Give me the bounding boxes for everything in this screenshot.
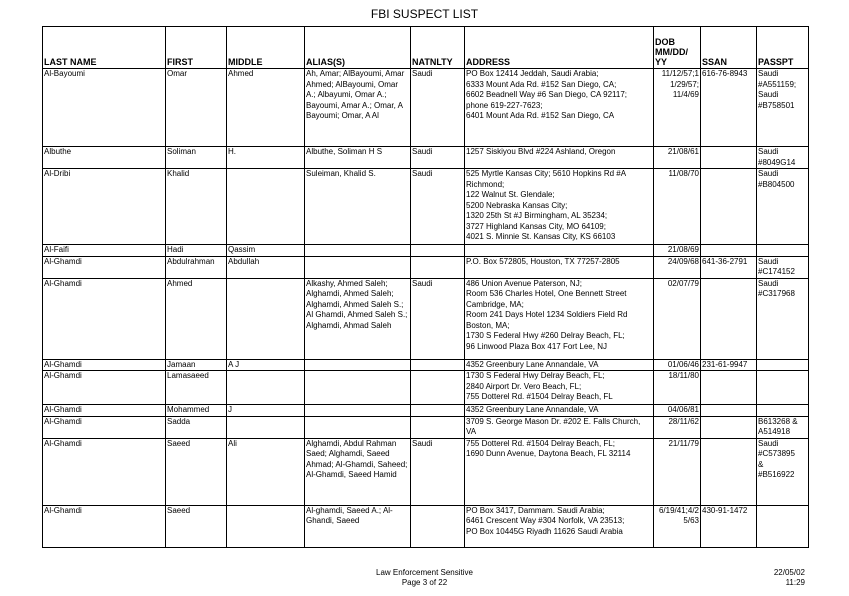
cell-aliases: Albuthe, Soliman H S bbox=[305, 147, 411, 169]
cell-middle-name: Qassim bbox=[227, 245, 305, 257]
header-address: ADDRESS bbox=[465, 27, 654, 69]
cell-address bbox=[465, 245, 654, 257]
header-dob: DOB MM/DD/ YY bbox=[654, 27, 701, 69]
cell-last-name: Al-Ghamdi bbox=[43, 505, 166, 547]
cell-address: 486 Union Avenue Paterson, NJ; Room 536 Charles Hotel, One Bennett Street Cambridge, MA; Room 241 Days Hotel 1234 Soldiers Field Rd Boston, MA; 1730 S Federal Hwy #260 Delray Beach, FL; 96 Linwood Plaza Box 417 Fort Lee, NJ bbox=[465, 278, 654, 359]
cell-dob: 01/06/46 bbox=[654, 359, 701, 371]
cell-last-name: Al-Ghamdi bbox=[43, 256, 166, 278]
cell-nationality bbox=[411, 505, 465, 547]
page-title: FBI SUSPECT LIST bbox=[370, 7, 479, 21]
footer-page-number: Page 3 of 22 bbox=[401, 578, 448, 587]
header-middle: MIDDLE bbox=[227, 27, 305, 69]
cell-dob: 04/06/81 bbox=[654, 405, 701, 417]
cell-first-name: Lamasaeed bbox=[166, 371, 227, 405]
cell-address: 1257 Siskiyou Blvd #224 Ashland, Oregon bbox=[465, 147, 654, 169]
cell-middle-name: Ahmed bbox=[227, 69, 305, 147]
cell-first-name: Mohammed bbox=[166, 405, 227, 417]
cell-ssan: 641-36-2791 bbox=[701, 256, 757, 278]
cell-middle-name bbox=[227, 505, 305, 547]
cell-aliases bbox=[305, 245, 411, 257]
cell-aliases: Al-ghamdi, Saeed A.; Al-Ghandi, Saeed bbox=[305, 505, 411, 547]
cell-nationality bbox=[411, 371, 465, 405]
cell-middle-name bbox=[227, 371, 305, 405]
cell-passport: B613268 & A514918 bbox=[757, 416, 809, 438]
cell-ssan bbox=[701, 416, 757, 438]
cell-middle-name: A J bbox=[227, 359, 305, 371]
header-ssan: SSAN bbox=[701, 27, 757, 69]
cell-aliases: Suleiman, Khalid S. bbox=[305, 169, 411, 245]
cell-ssan bbox=[701, 438, 757, 505]
table-row bbox=[43, 278, 809, 359]
footer-time: 11:29 bbox=[785, 578, 805, 587]
cell-first-name: Ahmed bbox=[166, 278, 227, 359]
footer-center bbox=[0, 568, 849, 588]
cell-nationality: Saudi bbox=[411, 169, 465, 245]
cell-ssan bbox=[701, 278, 757, 359]
cell-aliases bbox=[305, 256, 411, 278]
cell-last-name: Al-Bayoumi bbox=[43, 69, 166, 147]
cell-dob: 02/07/79 bbox=[654, 278, 701, 359]
cell-nationality: Saudi bbox=[411, 147, 465, 169]
table-row bbox=[43, 245, 809, 257]
cell-middle-name: H. bbox=[227, 147, 305, 169]
cell-first-name: Hadi bbox=[166, 245, 227, 257]
cell-ssan bbox=[701, 405, 757, 417]
cell-dob: 11/08/70 bbox=[654, 169, 701, 245]
cell-address: 1730 S Federal Hwy Delray Beach, FL; 2840 Airport Dr. Vero Beach, FL; 755 Dotterel Rd. #1504 Delray Beach, FL bbox=[465, 371, 654, 405]
table-row bbox=[43, 405, 809, 417]
cell-nationality: Saudi bbox=[411, 69, 465, 147]
table-row bbox=[43, 169, 809, 245]
header-natnlty: NATNLTY bbox=[411, 27, 465, 69]
cell-ssan: 231-61-9947 bbox=[701, 359, 757, 371]
cell-passport: Saudi #A551159; Saudi #B758501 bbox=[757, 69, 809, 147]
cell-passport bbox=[757, 359, 809, 371]
header-aliases: ALIAS(S) bbox=[305, 27, 411, 69]
cell-dob: 28/11/62 bbox=[654, 416, 701, 438]
cell-first-name: Saeed bbox=[166, 505, 227, 547]
cell-nationality bbox=[411, 256, 465, 278]
cell-dob: 6/19/41;4/2 5/63 bbox=[654, 505, 701, 547]
cell-passport bbox=[757, 371, 809, 405]
cell-last-name: Al-Ghamdi bbox=[43, 438, 166, 505]
cell-aliases: Alghamdi, Abdul Rahman Saed; Alghamdi, Saeed Ahmad; Al-Ghamdi, Saheed; Al-Ghamdi, Saeed Hamid bbox=[305, 438, 411, 505]
cell-nationality: Saudi bbox=[411, 438, 465, 505]
header-passpt: PASSPT bbox=[757, 27, 809, 69]
table-row bbox=[43, 147, 809, 169]
cell-dob: 21/08/69 bbox=[654, 245, 701, 257]
cell-passport bbox=[757, 245, 809, 257]
cell-passport bbox=[757, 505, 809, 547]
table-row bbox=[43, 416, 809, 438]
cell-ssan bbox=[701, 169, 757, 245]
cell-passport: Saudi #B804500 bbox=[757, 169, 809, 245]
cell-first-name: Saeed bbox=[166, 438, 227, 505]
cell-last-name: Al-Faifi bbox=[43, 245, 166, 257]
cell-middle-name bbox=[227, 416, 305, 438]
cell-passport: Saudi #C573895 & #B516922 bbox=[757, 438, 809, 505]
cell-ssan bbox=[701, 245, 757, 257]
table-row bbox=[43, 359, 809, 371]
cell-aliases: Ah, Amar; AlBayoumi, Amar Ahmed; AlBayoumi, Omar A.; Albayumi, Omar A.; Bayoumi, Amar A.; Omar, A Bayoumi; Omar, A Al bbox=[305, 69, 411, 147]
cell-first-name: Soliman bbox=[166, 147, 227, 169]
cell-first-name: Khalid bbox=[166, 169, 227, 245]
cell-first-name: Abdulrahman bbox=[166, 256, 227, 278]
cell-address: 4352 Greenbury Lane Annandale, VA bbox=[465, 405, 654, 417]
cell-last-name: Al-Ghamdi bbox=[43, 371, 166, 405]
cell-middle-name: J bbox=[227, 405, 305, 417]
cell-ssan bbox=[701, 147, 757, 169]
cell-last-name: Al-Ghamdi bbox=[43, 416, 166, 438]
cell-middle-name: Ali bbox=[227, 438, 305, 505]
header-first: FIRST bbox=[166, 27, 227, 69]
cell-nationality bbox=[411, 245, 465, 257]
cell-last-name: Al-Ghamdi bbox=[43, 405, 166, 417]
cell-first-name: Jamaan bbox=[166, 359, 227, 371]
cell-address: 3709 S. George Mason Dr. #202 E. Falls Church, VA bbox=[465, 416, 654, 438]
cell-nationality bbox=[411, 359, 465, 371]
cell-nationality: Saudi bbox=[411, 278, 465, 359]
cell-first-name: Sadda bbox=[166, 416, 227, 438]
cell-dob: 21/11/79 bbox=[654, 438, 701, 505]
cell-aliases bbox=[305, 405, 411, 417]
cell-address: 755 Dotterel Rd. #1504 Delray Beach, FL; 1690 Dunn Avenue, Daytona Beach, FL 32114 bbox=[465, 438, 654, 505]
cell-ssan: 430-91-1472 bbox=[701, 505, 757, 547]
cell-address: 525 Myrtle Kansas City; 5610 Hopkins Rd #A Richmond; 122 Walnut St. Glendale; 5200 Nebraska Kansas City; 1320 25th St #J Birmingham, AL 35234; 3727 Highland Kansas City, MO 64109; 4021 S. Minnie St. Kansas City, KS 66103 bbox=[465, 169, 654, 245]
footer-sensitivity: Law Enforcement Sensitive bbox=[376, 568, 473, 577]
cell-dob: 18/11/80 bbox=[654, 371, 701, 405]
cell-last-name: Al-Dribi bbox=[43, 169, 166, 245]
table-row bbox=[43, 69, 809, 147]
cell-ssan: 616-76-8943 bbox=[701, 69, 757, 147]
cell-nationality bbox=[411, 416, 465, 438]
cell-middle-name bbox=[227, 278, 305, 359]
table-row bbox=[43, 371, 809, 405]
footer-right bbox=[774, 568, 805, 588]
cell-passport: Saudi #8049G14 bbox=[757, 147, 809, 169]
cell-passport: Saudi #C174152 bbox=[757, 256, 809, 278]
cell-dob: 21/08/61 bbox=[654, 147, 701, 169]
cell-middle-name bbox=[227, 169, 305, 245]
cell-aliases bbox=[305, 359, 411, 371]
header-last-name: LAST NAME bbox=[43, 27, 166, 69]
cell-passport bbox=[757, 405, 809, 417]
cell-aliases: Alkashy, Ahmed Saleh; Alghamdi, Ahmed Saleh; Alghamdi, Ahmed Saleh S.; Al Ghamdi, Ahmed Saleh S.; Alghamdi, Ahmad Saleh bbox=[305, 278, 411, 359]
cell-aliases bbox=[305, 416, 411, 438]
cell-dob: 11/12/57;1 1/29/57; 11/4/69 bbox=[654, 69, 701, 147]
cell-address: 4352 Greenbury Lane Annandale, VA bbox=[465, 359, 654, 371]
table-row bbox=[43, 438, 809, 505]
cell-last-name: Al-Ghamdi bbox=[43, 278, 166, 359]
cell-aliases bbox=[305, 371, 411, 405]
table-row bbox=[43, 256, 809, 278]
footer-date: 22/05/02 bbox=[773, 568, 805, 577]
cell-address: PO Box 3417, Dammam. Saudi Arabia; 6461 Crescent Way #304 Norfolk, VA 23513; PO Box 10445G Riyadh 11626 Saudi Arabia bbox=[465, 505, 654, 547]
cell-passport: Saudi #C317968 bbox=[757, 278, 809, 359]
suspect-table bbox=[42, 26, 809, 548]
table-row bbox=[43, 505, 809, 547]
header-row bbox=[43, 27, 809, 69]
cell-first-name: Omar bbox=[166, 69, 227, 147]
cell-last-name: Albuthe bbox=[43, 147, 166, 169]
cell-last-name: Al-Ghamdi bbox=[43, 359, 166, 371]
cell-address: P.O. Box 572805, Houston, TX 77257-2805 bbox=[465, 256, 654, 278]
cell-nationality bbox=[411, 405, 465, 417]
cell-dob: 24/09/68 bbox=[654, 256, 701, 278]
cell-middle-name: Abdullah bbox=[227, 256, 305, 278]
cell-ssan bbox=[701, 371, 757, 405]
cell-address: PO Box 12414 Jeddah, Saudi Arabia; 6333 Mount Ada Rd. #152 San Diego, CA; 6602 Beadnell Way #6 San Diego, CA 92117; phone 619-227-7623; 6401 Mount Ada Rd. #152 San Diego, CA bbox=[465, 69, 654, 147]
